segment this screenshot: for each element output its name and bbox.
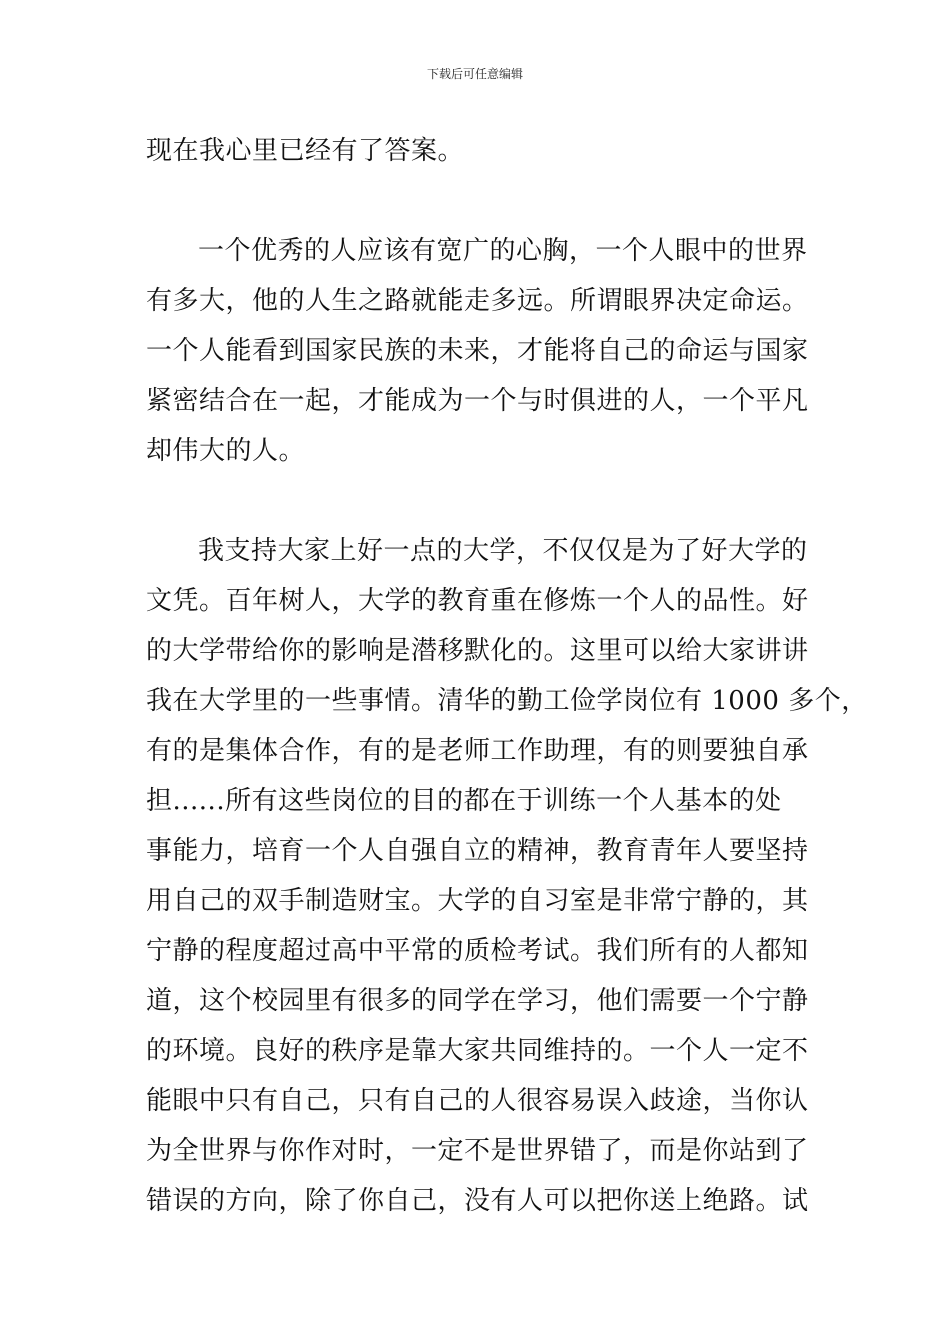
paragraph-first-line: 一个优秀的人应该有宽广的心胸，一个人眼中的世界	[198, 236, 808, 266]
text-line: 文凭。百年树人，大学的教育重在修炼一个人的品性。好	[146, 586, 809, 616]
text-line: 却伟大的人。	[146, 436, 306, 466]
text-line: 有多大，他的人生之路就能走多远。所谓眼界决定命运。	[146, 286, 809, 316]
text-line: 事能力，培育一个人自强自立的精神，教育青年人要坚持	[146, 836, 809, 866]
text-line: 我在大学里的一些事情。清华的勤工俭学岗位有 1000 多个，	[146, 686, 868, 716]
text-line: 为全世界与你作对时，一定不是世界错了，而是你站到了	[146, 1136, 809, 1166]
page-header: 下载后可任意编辑	[426, 67, 523, 81]
paragraph-first-line: 我支持大家上好一点的大学，不仅仅是为了好大学的	[198, 536, 808, 566]
text-line: 用自己的双手制造财宝。大学的自习室是非常宁静的，其	[146, 886, 809, 916]
text-line: 的环境。良好的秩序是靠大家共同维持的。一个人一定不	[146, 1036, 809, 1066]
text-line: 有的是集体合作，有的是老师工作助理，有的则要独自承	[146, 736, 809, 766]
text-line: 宁静的程度超过高中平常的质检考试。我们所有的人都知	[146, 936, 809, 966]
text-line: 能眼中只有自己，只有自己的人很容易误入歧途，当你认	[146, 1086, 809, 1116]
text-line: 一个人能看到国家民族的未来，才能将自己的命运与国家	[146, 336, 809, 366]
text-line: 现在我心里已经有了答案。	[146, 136, 465, 166]
text-line: 道，这个校园里有很多的同学在学习，他们需要一个宁静	[146, 986, 809, 1016]
text-line: 的大学带给你的影响是潜移默化的。这里可以给大家讲讲	[146, 636, 809, 666]
text-line: 错误的方向，除了你自己，没有人可以把你送上绝路。试	[146, 1186, 809, 1216]
text-line: 担......所有这些岗位的目的都在于训练一个人基本的处	[146, 786, 782, 816]
text-line: 紧密结合在一起，才能成为一个与时俱进的人，一个平凡	[146, 386, 809, 416]
